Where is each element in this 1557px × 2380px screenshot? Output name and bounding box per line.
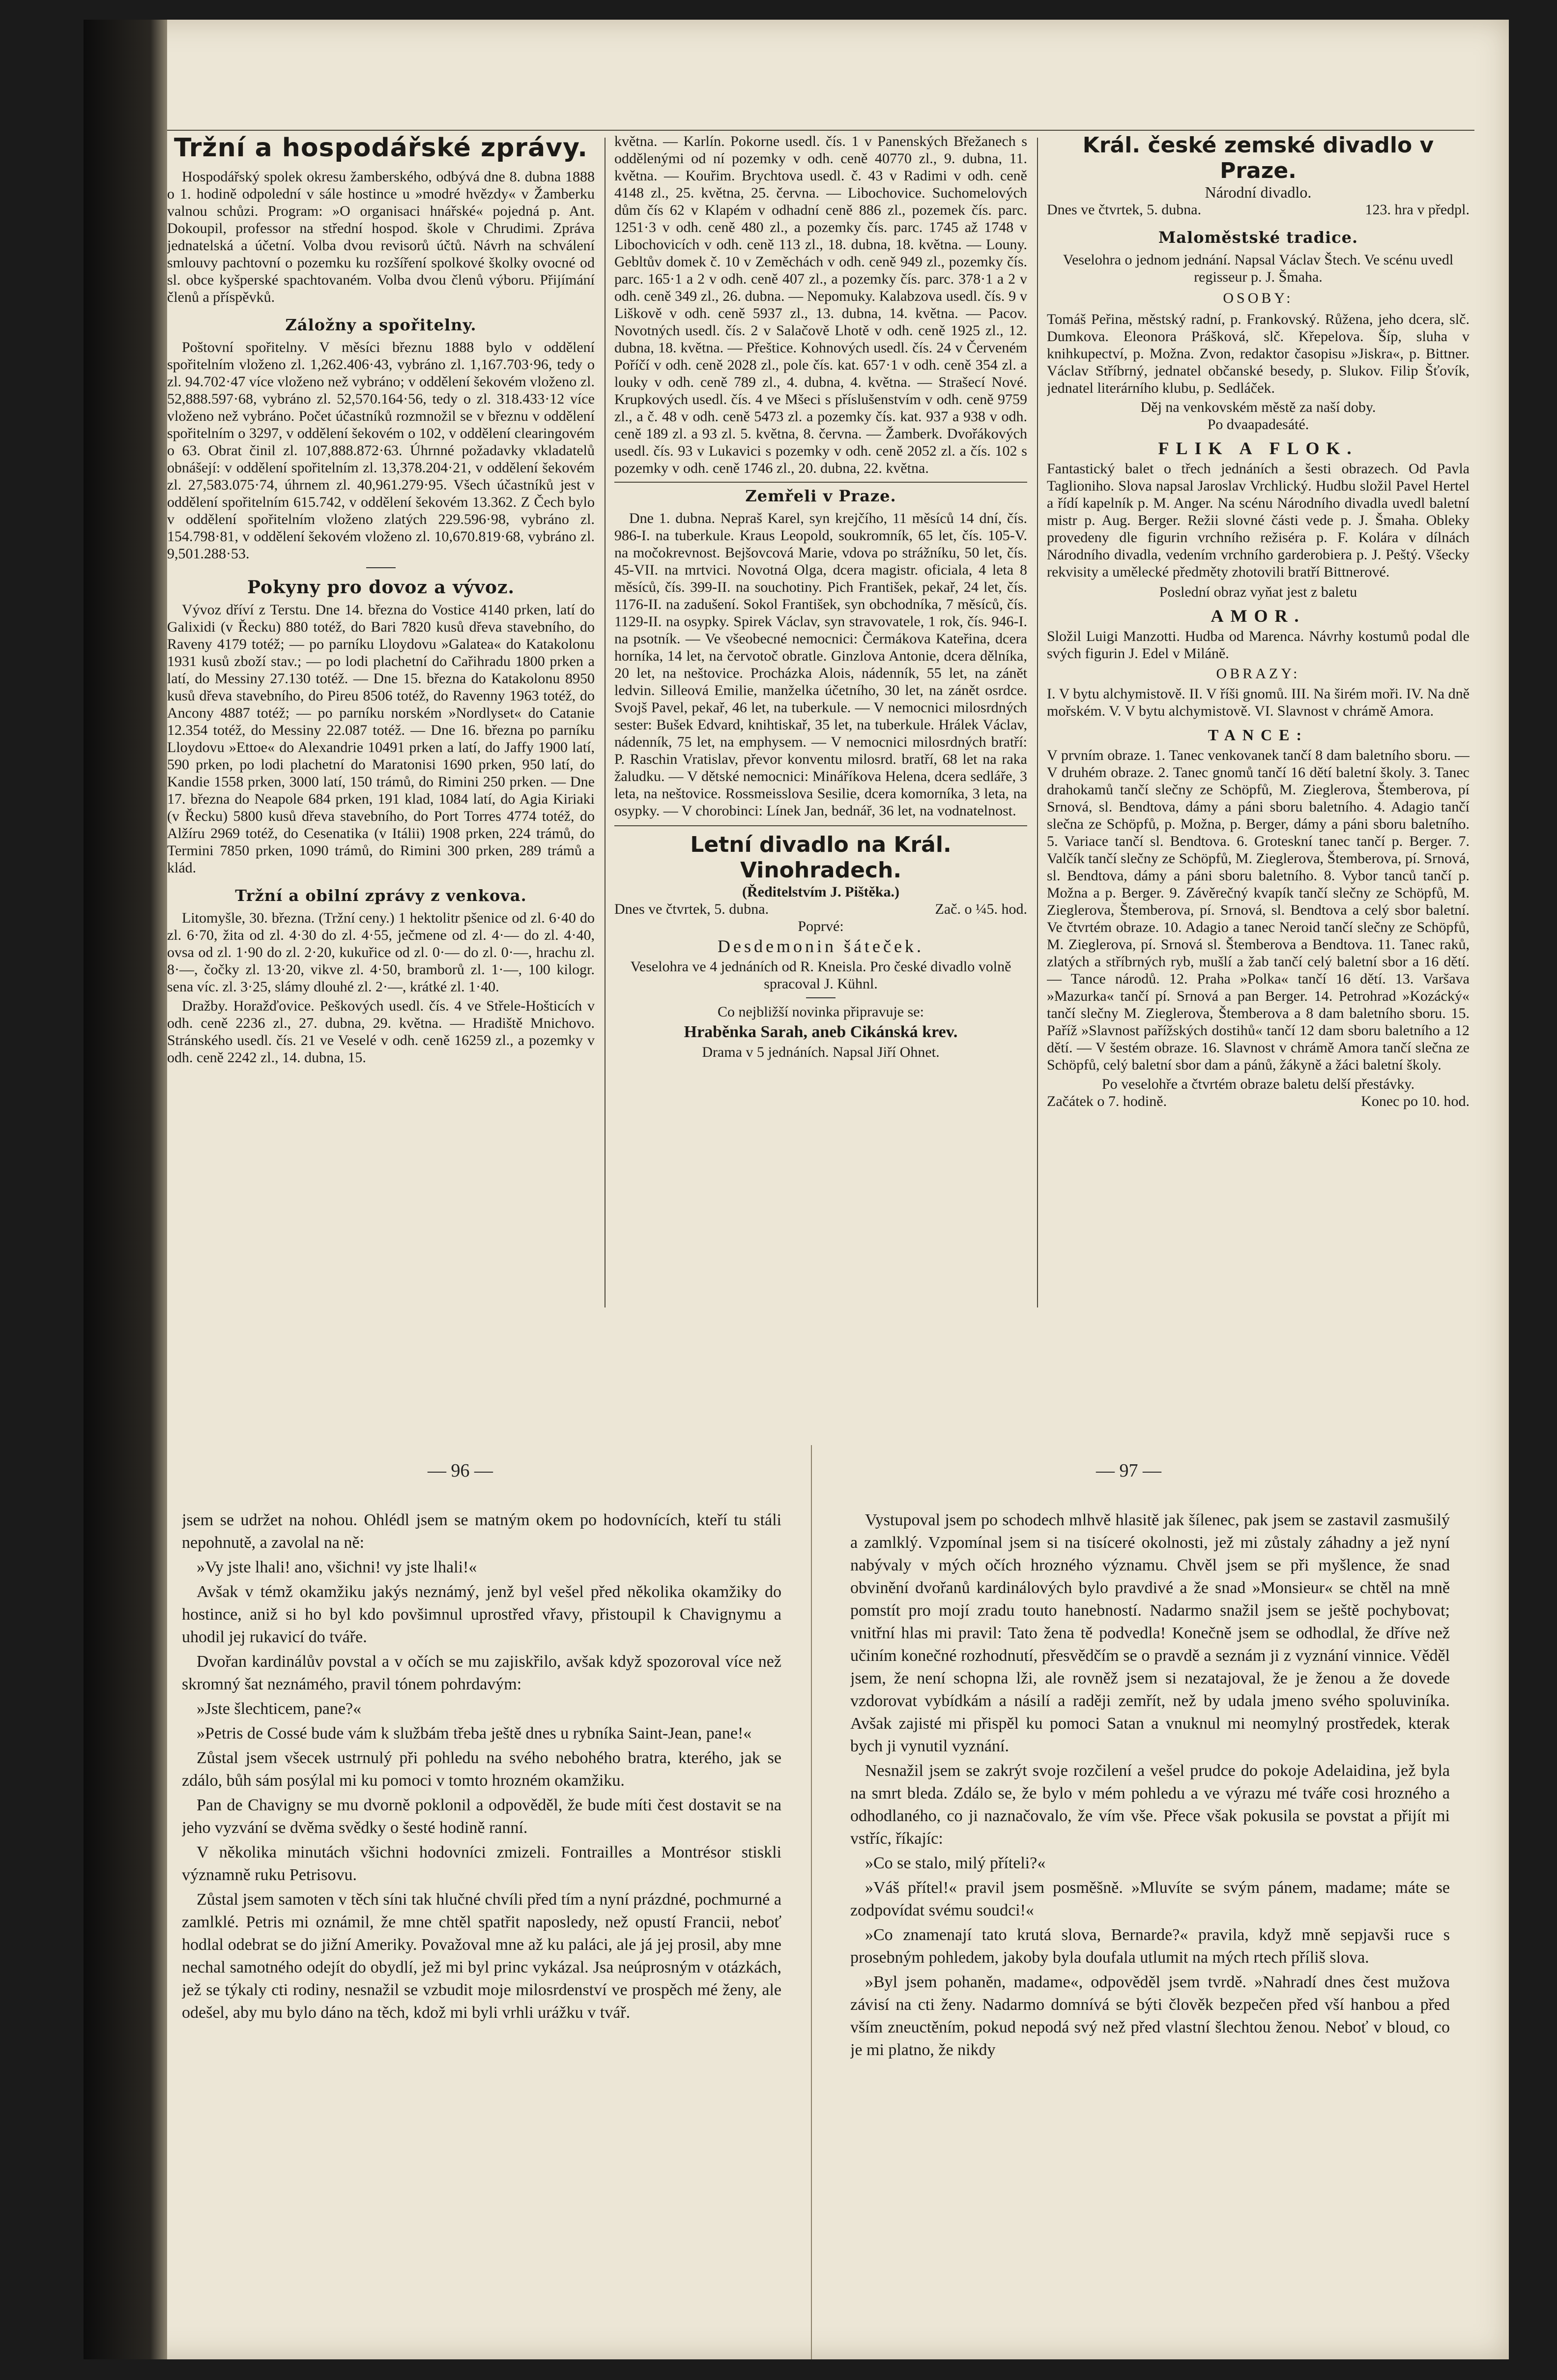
play2-desc: Fantastický balet o třech jednáních a šesti obrazech. Od Pavla Taglioniho. Slova napsal Jaroslav Vrchlický. Hudbu složil Pavel Hertel a řídí kapelník p. M. Anger. Na scénu Národního divadla uvedl baletní mistr p. Aug. Berger. Režii slovné části vede p. J. Šmaha. Obleky provedeny dle figurin vrchního režiséra p. F. Kolára v dílnách Národního divadla, vedením vrchního garderobiera p. J. Peštý. Všecky rekvisity a umělecké předměty zhotovili bratří Bittnerové. <box>1047 461 1470 580</box>
page-number-left: — 96 — <box>428 1460 493 1481</box>
national-theater-title: Král. české zemské divadlo v Praze. <box>1082 133 1434 183</box>
column-national-theater <box>1047 133 1470 1312</box>
play1-desc: Veselohra o jednom jednání. Napsal Václav Štech. Ve scénu uvedl regisseur p. J. Šmaha. <box>1063 252 1454 285</box>
novel-paragraph: »Jste šlechticem, pane?« <box>197 1700 362 1718</box>
novel-paragraph: »Co znamenají tato krutá slova, Bernarde?« pravila, když mně sepjavši ruce s prosebným pohledem, jakoby byla doufala utlumit na mých rtech příliš slova. <box>850 1926 1450 1967</box>
vinohrady-next-play: Hraběnka Sarah, aneb Cikánská krev. <box>684 1023 958 1041</box>
play2-title: FLIK A FLOK. <box>1158 438 1358 458</box>
column-auctions-deaths <box>614 133 1027 1312</box>
farmers-association-text: Hospodářský spolek okresu žamberského, odbývá dne 8. dubna 1888 o 1. hodině odpolední v sále hostince u »modré hvězdy« v Žamberku valnou schůzi. Program: »O organisaci hnářské« pojedná p. Ant. Dokoupil, professor na střední hospod. škole v Chrudimi. Zpráva jednatelská a účetní. Volba dvou revisorů účtů. Návrh na schválení smlouvy pachtovní o pozemku ku rozšíření spolkové školky ovocné od sl. obce kyšperské spachtovaném. Volba dvou členů výboru. Přijímání členů a příspěvků. <box>167 169 595 305</box>
novel-paragraph: »Byl jsem pohaněn, madame«, odpověděl jsem tvrdě. »Nahradí dnes čest mužova závisí na cti ženy. Nadarmo domnívá se býti člověk bezpečen před vší hanbou a před vším zneuctěním, pokud nepodá svý než před vlastní šlechtou ženou. Neboť v bloud, co je mi platno, že nikdy <box>850 1973 1450 2059</box>
vinohrady-next-desc: Drama v 5 jednáních. Napsal Jiří Ohnet. <box>702 1044 940 1060</box>
vinohrady-first-label: Poprvé: <box>798 918 844 934</box>
cast-list: Tomáš Peřina, městský radní, p. Frankovský. Růžena, jeho dcera, slč. Dumkova. Eleonora Prášková, slč. Křepelova. Šíp, sluha v knihkupectví, p. Možna. Zvon, redaktor časopisu »Jiskra«, p. Bittner. Václav Stříbrný, jednatel občanské besedy, p. Slukov. Filip Šťovík, jednatel literárního klubu, p. Sedláček. <box>1047 311 1470 396</box>
novel-paragraph: V několika minutách všichni hodovníci zmizeli. Fontrailles a Montrésor stiskli významně ruku Petrisovu. <box>182 1843 781 1884</box>
auctions-text: Dražby. Horažďovice. Peškových usedl. čís. 4 ve Střele-Hošticích v odh. ceně 2236 zl., 27. dubna, 29. května. — Hradiště Mnichovo. Stránského usedl. čís. 21 ve Veselé v odh. ceně 16259 zl., a pozemky v odh. ceně 2242 zl., 14. dubna, 15. <box>167 998 595 1066</box>
grain-news-heading: Tržní a obilní zprávy z venkova. <box>235 886 527 905</box>
vinohrady-date-row <box>614 900 1027 918</box>
novel-paragraph: Zůstal jsem všecek ustrnulý při pohledu na svého nebohého bratra, kterého, jak se zdálo, bůh sám posýlal mi ku pomoci v tomto hrozném okamžiku. <box>182 1749 781 1790</box>
page-number-right: — 97 — <box>1096 1460 1161 1481</box>
start-time: Začátek o 7. hodině. <box>1047 1093 1167 1109</box>
performance-count: Po dvaapadesáté. <box>1207 416 1309 433</box>
national-date-row <box>1047 201 1470 218</box>
column-rule-1 <box>605 138 606 1307</box>
national-date: Dnes ve čtvrtek, 5. dubna. <box>1047 202 1202 218</box>
novel-paragraph: »Co se stalo, milý příteli?« <box>865 1854 1046 1872</box>
import-export-heading: Pokyny pro dovoz a vývoz. <box>247 577 515 598</box>
national-theater-sub: Národní divadlo. <box>1205 183 1312 201</box>
play3-desc: Složil Luigi Manzotti. Hudba od Marenca. Návrhy kostumů podal dle svých figurin J. Edel v Miláně. <box>1047 628 1470 662</box>
separator <box>366 567 396 568</box>
deaths-text: Dne 1. dubna. Nepraš Karel, syn krejčího, 11 měsíců 14 dní, čís. 986-I. na tuberkule. Kraus Leopold, soukromník, 65 let, čís. 105-V. na močokrevnost. Bejšovcová Marie, vdova po strážníku, 50 let, čís. 45-VII. na mrtvici. Novotná Olga, dcera magistr. oficiala, 4 leta 8 měsíců, čís. 399-II. na souchotiny. Pich František, pekař, 24 let, čís. 1176-II. na zadušení. Sokol František, syn obchodníka, 7 měsíců, čís. 1129-II. na osypky. Spirek Václav, syn stravovatele, 1 rok, čís. 946-I. na psotník. — Ve všeobecné nemocnici: Čermákova Kateřina, dcera horníka, 14 let, na červotoč obratle. Ginzlova Antonie, dcera dělníka, 20 let, na neštovice. Procházka Alois, nádenník, 55 let, na zánět ledvin. Silleová Emilie, manželka účetního, 30 let, na zánět osrdce. Svojš Pavel, pekař, 46 let, na tuberkule. — V nemocnici milosrdných sester: Bušek Edvard, knihtiskař, 35 let, na tuberkule. Hrálek Václav, nádenník, 75 let, na emphysem. — V nemocnici milosrdných bratří: P. Raschin Vratislav, převor konventu milosrd. bratří, 68 let na raka žaludku. — V dětské nemocnici: Mináříkova Helena, dcera sedláře, 3 leta, na neštovice. Rossmeisslova Sesilie, dcera komorníka, 3 leta, na osypky. — V chorobinci: Línek Jan, bednář, 36 let, na vodnatelnost. <box>614 510 1027 819</box>
national-subscription: 123. hra v předpl. <box>1365 202 1470 218</box>
vinohrady-time: Zač. o ¼5. hod. <box>935 901 1027 917</box>
novel-paragraph: Pan de Chavigny se mu dvorně poklonil a odpověděl, že bude míti čest dostavit se na jeho vyzvání se dvěma svědky o šesté hodině ranní. <box>182 1796 781 1837</box>
auctions-continued-text: května. — Karlín. Pokorne usedl. čís. 1 v Panenských Břežanech s oddělenými od ní pozemky v odh. ceně 40770 zl., 9. dubna, 11. května. — Kouřim. Brychtova usedl. č. 43 v Radimi v odh. ceně 4148 zl., 25. května, 25. června. — Libochovice. Suchomelových dům čís 62 v Klapém v odhadní ceně 886 zl., pozemek čís. parc. 1251·3 v odh. ceně 480 zl., a pozemky čís. parc. 1745 až 1748 v Libochovicích v odh. ceně 113 zl., 18. dubna, 18. května. — Louny. Gebltův domek č. 10 v Zeměchách v odh. ceně 949 zl., pozemky čís. parc. 165·1 a 2 v odh. ceně 407 zl., a pozemky čís. parc. 378·1 a 2 v odh. ceně 349 zl., 26. dubna. — Nepomuky. Kalabzova usedl. čís. 9 v Liškově v odh. ceně 5937 zl., 13. dubna, 14. května. — Pacov. Novotných usedl. čís. 2 v Salačově Lhotě v odh. ceně 1925 zl., 12. dubna, 18. května. — Přeštice. Kohnových usedl. čís. 24 v Červeném Poříčí v odh. ceně 2028 zl., pole čís. kat. 657·1 v odh. ceně 354 zl. a louky v odh. ceně 789 zl., 4. dubna, 4. května. — Strašecí Nové. Krupkových usedl. čís. 4 ve Mšeci s příslušenstvím v odh. ceně 9759 zl., a č. 48 v odh. ceně 5473 zl. a pozemky čís. kat. 937 a 938 v odh. ceně 189 zl. a 93 zl. 5. května, 8. června. — Žamberk. Dvořákových usedl. čís. 93 v Lukavici s pozemky v odh. ceně 2052 zl. a čís. 102 s pozemky v odh. ceně 1746 zl., 20. dubna, 22. května. <box>614 133 1027 476</box>
novel-paragraph: »Vy jste lhali! ano, všichni! vy jste lhali!« <box>197 1558 477 1576</box>
separator <box>614 482 1027 483</box>
binding-shadow <box>84 20 167 2359</box>
vinohrady-directorate: (Ředitelstvím J. Pištěka.) <box>742 884 899 900</box>
vinohrady-next-label: Co nejbližší novinka připravuje se: <box>718 1004 924 1020</box>
vinohrady-play-title: Desdemonin šáteček. <box>718 936 924 956</box>
novel-text-left <box>182 1509 781 2345</box>
dances-label: TANCE: <box>1208 726 1309 744</box>
novel-paragraph: jsem se udržet na nohou. Ohlédl jsem se matným okem po hodovnících, kteří tu stáli nepohnutě, a zavolal na ně: <box>182 1511 781 1552</box>
scenes-list: I. V bytu alchymistově. II. V říši gnomů. III. Na širém moři. IV. Na dně mořském. V. V bytu alchymistově. VI. Slavnost v chrámě Amora. <box>1047 686 1470 719</box>
timber-export-text: Vývoz dříví z Terstu. Dne 14. března do Vostice 4140 prken, latí do Galixidi (v Řecku) 880 totéž, do Bari 7820 kusů dřeva stavebního, do Raveny 4179 totéž; — po parníku Lloydovu »Galatea« do Katakolonu 1931 kusů zboží stav.; — po lodi plachetní do Cařihradu 1800 prken a latí, do Messiny 27.130 totéž. — Dne 15. března do Katakolonu 8950 kusů dřeva stavebního, do Pireu 8506 totéž, do Ravenny 1963 totéž, do Ancony 4887 totéž; — po parníku norském »Nordlyset« do Catanie 12.354 totéž, do Messiny 22.087 totéž. — Dne 16. března po parníku Lloydovu »Ettoe« do Alexandrie 10491 prken a latí, do Jaffy 1900 latí, 590 prken, po lodi plachetní do Maratonisi 1690 prken, 950 latí, do Kandie 1558 prken, 3000 latí, 150 trámů, do Rimini 250 prken. — Dne 17. března do Neapole 684 prken, 191 klad, 1084 latí, do Agia Kiriaki (v Řecku) 5800 kusů dřeva stavebního, do Port Torres 4774 totéž, do Alžíru 2969 totéž, do Cesenatika (v Itálii) 1908 prken, 224 trámů, do Termini 7850 prken, 1090 trámů, do Rimini 300 prken, 289 trámů a klád. <box>167 602 595 876</box>
cast-label: OSOBY: <box>1223 290 1294 306</box>
newspaper-page <box>84 20 1509 2359</box>
novel-paragraph: Vystupoval jsem po schodech mlhvě hlasitě jak šílenec, pak jsem se zastavil zasmušilý a zamlklý. Vzpomínal jsem si na tisíceré okolnosti, jež mi zůstaly záhadny a jež nyní nabývaly v mých očích hrozného významu. Chvěl jsem se při myšlence, že snad obvinění dvořanů kardinálových bylo pravdivé a že snad »Monsieur« se chtěl na mně pomstít pro mojí zradu touto hanebností. Nadarmo snažil jsem se ještě pochybovat; vnitřní hlas mi pravil: Tato žena tě podvedla! Konečně jsem se odhodlal, že dříve než učiním konečné rozhodnutí, přesvědčím se o pravdě a seznám ji z vyznání vinnice. Věděl jsem, že není schopna lži, ale rovněž jsem si nezatajoval, že je ženou a že dovede vzdorovat vybídkám a násilí a raději zemřít, než by udala jmeno svého spoluviníka. Avšak zajisté mi přispěl ku pomoci Satan a vnuknul mi neomylný prostředek, kterak bych ji vynutil vyznání. <box>850 1511 1450 1755</box>
savings-heading: Záložny a spořitelny. <box>285 316 477 334</box>
postal-savings-text: Poštovní spořitelny. V měsíci březnu 1888 bylo v oddělení spořitelním vloženo zl. 1,262.406·43, vybráno zl. 1,167.703·96, tedy o zl. 94.702·47 více vloženo než vybráno; v oddělení šekovém vloženo zl. 52,888.597·68, vybráno zl. 52,570.164·56, tedy o zl. 318.433·12 více vloženo než vybráno. Počet účastníků rozmnožil se v březnu v oddělení spořitelním o 3297, v oddělení šekovém o 102, v oddělení clearingovém o 63. Obrat činil zl. 107,888.872·63. Úhrnné požadavky vkladatelů obnášejí: v oddělení spořitelním zl. 13,378.204·21, v oddělení šekovém zl. 27,583.075·74, úhrnem zl. 40,961.279·95. Všech účastníků jest v oddělení spořitelním 615.742, v oddělení šekovém 13.362. Z Čech bylo v oddělení spořitelním vloženo zlatých 229.596·98, vybráno zl. 154.798·81, v oddělení šekovém vloženo zl. 10,670.819·68, vybráno zl. 9,501.288·53. <box>167 339 595 562</box>
page-fold <box>811 1445 812 2359</box>
novel-text-right <box>850 1509 1450 2345</box>
novel-paragraph: »Váš přítel!« pravil jsem posměšně. »Mluvíte se svým pánem, madame; máte se zodpovídat svému soudci!« <box>850 1879 1450 1919</box>
market-news-title: Tržní a hospodářské zprávy. <box>174 133 588 163</box>
play1-title: Maloměstské tradice. <box>1158 228 1358 247</box>
intermission-note: Po veselohře a čtvrtém obraze baletu delší přestávky. <box>1101 1076 1415 1092</box>
last-scene-note: Poslední obraz vyňat jest z baletu <box>1159 584 1357 600</box>
novel-paragraph: Dvořan kardinálův povstal a v očích se mu zajiskřilo, avšak když spozoroval více než skromný šat neznámého, pravil tónem pohrdavým: <box>182 1653 781 1693</box>
vinohrady-play-desc: Veselohra ve 4 jednáních od R. Kneisla. Pro české divadlo volně spracoval J. Kühnl. <box>630 958 1011 992</box>
separator <box>614 825 1027 826</box>
dances-list: V prvním obraze. 1. Tanec venkovanek tančí 8 dam baletního sboru. — V druhém obraze. 2. Tanec gnomů tančí 16 dětí baletní školy. 3. Tanec drahokamů tančí slečny ze Schöpfů, M. Zieglerova, Štemberova, pí Srnová, sl. Bendtova, dámy a páni sboru baletního. 4. Adagio tančí slečna ze Schöpfů, p. Možna, p. Berger, dámy a páni sboru baletního. 5. Variace tančí sl. Bendtova. 6. Groteskní tanec tančí p. Berger. 7. Valčík tančí slečny ze Schöpfů, M. Zieglerova, Štemberova, pí. Srnová, sl. Bendtova, dámy a páni sboru baletního. 8. Vybor tanců tančí p. Možna a p. Berger. 9. Závěrečný kvapík tančí slečny ze Schöpfů, M. Zieglerova, Štemberova, pí. Srnová, sl. Bendtova a celý sbor baletní. Ve čtvrtém obraze. 10. Adagio a tanec Neroid tančí slečny ze Schöpfů, M. Zieglerova, pí. Srnová sl. Štemberova a Bendtova. 11. Tanec raků, zlatých a stříbrných ryb, mušlí a žab tančí celý baletní sbor a 16 dětí. — Tance národů. 12. Praha »Polka« tančí 16 dětí. 13. Varšava »Mazurka« tančí pí. Srnová a pan Berger. 14. Petrohrad »Kozácký« tančí slečny M. Zieglerova, Štemberova a 8 dam baletního sboru. 15. Paříž »Slavnost pařížských dostihů« tančí 12 dam sboru baletního a 12 dětí. — V šestém obraze. 16. Slavnost v chrámě Amora tančí slečna ze Schöpfů, celý baletní sbor dam a pánů, žákyně a žáci baletní školy. <box>1047 747 1470 1073</box>
novel-paragraph: »Petris de Cossé bude vám k službám třeba ještě dnes u rybníka Saint-Jean, pane!« <box>197 1724 752 1742</box>
litomysl-prices-text: Litomyšle, 30. března. (Tržní ceny.) 1 hektolitr pšenice od zl. 6·40 do zl. 6·70, žita od zl. 4·30 do zl. 4·55, ječmene od zl. 4·— do zl. 4·40, ovsa od zl. 1·90 do zl. 2·20, kukuřice od zl. 0·— do zl. 0·—, hrachu zl. 8·—, čočky zl. 13·20, vikve zl. 4·50, bramborů zl. 1·—, 100 kilogr. sena víc. zl. 3·25, slámy dlouhé zl. 2·—, krátké zl. 1·40. <box>167 910 595 995</box>
vinohrady-theater-title: Letní divadlo na Král. Vinohradech. <box>690 832 952 883</box>
column-rule-2 <box>1037 138 1038 1307</box>
separator <box>806 997 836 998</box>
play3-title: AMOR. <box>1211 606 1306 626</box>
deaths-heading: Zemřeli v Praze. <box>745 487 896 505</box>
top-rule <box>167 130 1474 131</box>
vinohrady-date: Dnes ve čtvrtek, 5. dubna. <box>614 901 769 917</box>
play-setting: Děj na venkovském městě za naší doby. <box>1140 399 1376 415</box>
novel-paragraph: Avšak v témž okamžiku jakýs neznámý, jenž byl vešel před několika okamžiky do hostince, aniž si ho byl kdo povšimnul uprostřed vřavy, přistoupil k Chavignymu a uhodil jej rukavicí do tváře. <box>182 1583 781 1646</box>
novel-paragraph: Zůstal jsem samoten v těch síni tak hlučné chvíli před tím a nyní prázdné, pochmurné a zamlklé. Petris mi oznámil, že mne chtěl spatřit naposledy, než opustí Francii, neboť hodlal odebrat se do jižní Ameriky. Považoval mne až ku paláci, ale já jej prosil, aby mne nechal samotného odejít do obydlí, jež mi byl princ vykázal. Jsa neúprosným v otázkách, jež se týkaly cti rodiny, nesnažil se vzbudit moje milosrdenství ve prospěch mé ženy, ale odešel, aby mu bylo dáno na těch, kdož mi byli vrhli urážku v tvář. <box>182 1890 781 2022</box>
column-market-news <box>167 133 595 1312</box>
time-row <box>1047 1093 1470 1110</box>
scenes-label: OBRAZY: <box>1216 666 1300 682</box>
end-time: Konec po 10. hod. <box>1361 1093 1470 1109</box>
novel-paragraph: Nesnažil jsem se zakrýt svoje rozčilení a vešel prudce do pokoje Adelaidina, jež byla na smrt bleda. Zdálo se, že bylo v mém pohledu a ve výrazu mé tváře cosi hrozného a odhodlaného, co ji naznačovalo, že vím vše. Přece však pokusila se povstat a přijít mi vstříc, říkajíc: <box>850 1762 1450 1848</box>
